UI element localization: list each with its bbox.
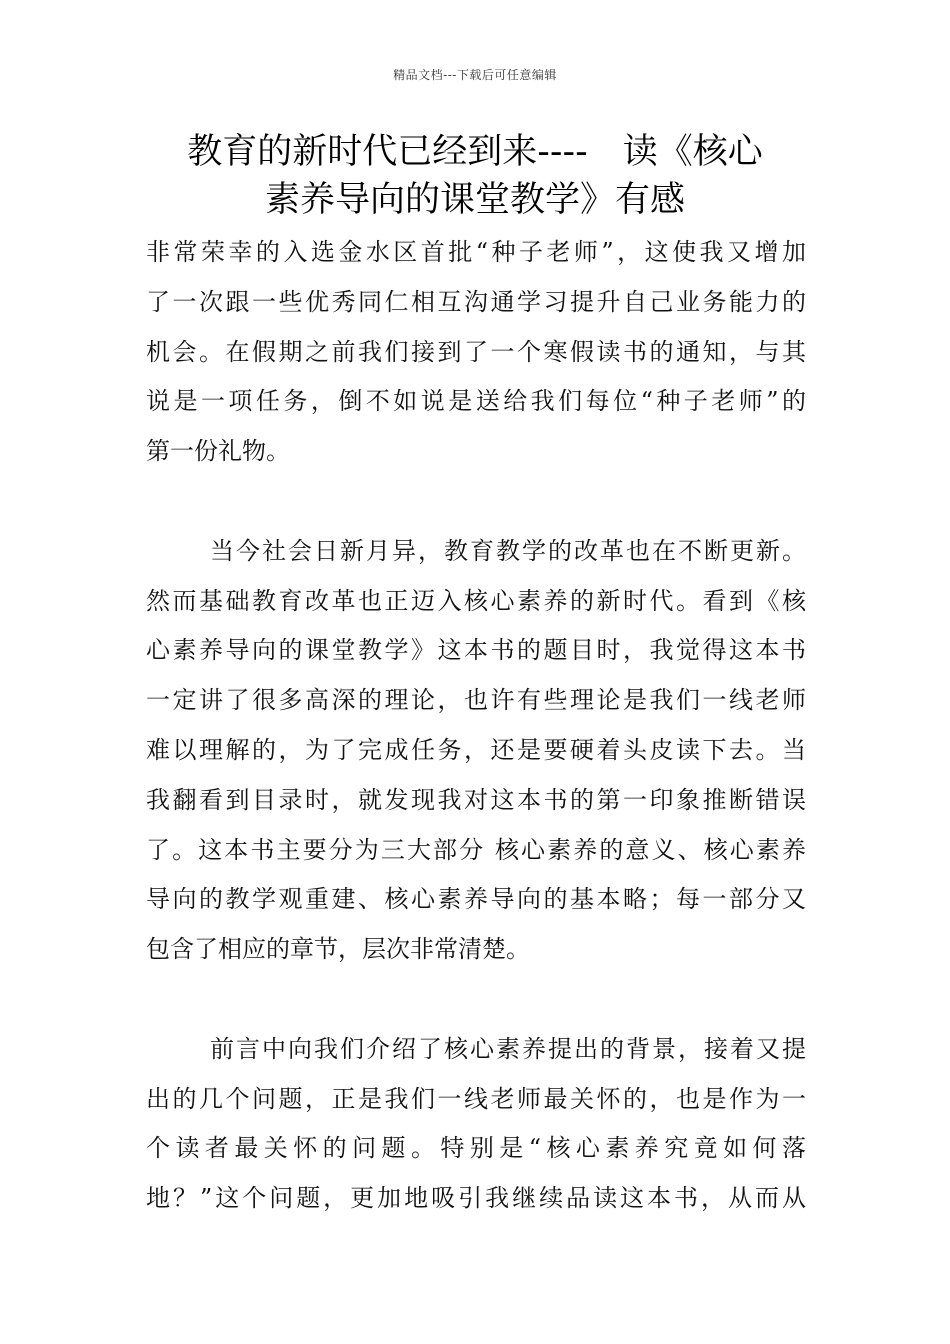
paragraph-line: 当今社会日新月异，教育教学的改革也在不断更新。	[210, 536, 806, 565]
paragraph-line: 地？”这个问题，更加地吸引我继续品读这本书，从而从	[146, 1184, 806, 1213]
paragraph-line: 了。这本书主要分为三大部分 核心素养的意义、核心素养	[146, 835, 806, 864]
paragraph-gap	[146, 477, 806, 527]
paragraph-line: 难以理解的，为了完成任务，还是要硬着头皮读下去。当	[146, 735, 806, 764]
document-body	[146, 228, 806, 1224]
paragraph-line: 非常荣幸的入选金水区首批“种子老师”，这使我又增加	[146, 238, 806, 266]
title-line-1: 教育的新时代已经到来---- 读《核心	[187, 132, 763, 172]
paragraph-line: 个读者最关怀的问题。特别是“核心素养究竟如何落	[146, 1134, 806, 1163]
header-note: 精品文档---下载后可任意编辑	[393, 68, 557, 82]
paragraph-line: 我翻看到目录时，就发现我对这本书的第一印象推断错误	[146, 785, 806, 814]
document-title	[140, 128, 810, 224]
paragraph-2	[146, 527, 806, 975]
paragraph-line: 出的几个问题，正是我们一线老师最关怀的，也是作为一	[146, 1084, 806, 1113]
paragraph-line: 机会。在假期之前我们接到了一个寒假读书的通知，与其	[146, 337, 806, 366]
paragraph-line: 包含了相应的章节，层次非常清楚。	[146, 935, 530, 964]
paragraph-3	[146, 1025, 806, 1224]
title-line-2: 素养导向的课堂教学》有感	[264, 180, 685, 220]
paragraph-gap	[146, 975, 806, 1025]
paragraph-line: 一定讲了很多高深的理论，也许有些理论是我们一线老师	[146, 686, 806, 715]
paragraph-line: 前言中向我们介绍了核心素养提出的背景，接着又提	[210, 1034, 806, 1063]
paragraph-1	[146, 228, 806, 477]
paragraph-line: 然而基础教育改革也正迈入核心素养的新时代。看到《核	[146, 586, 806, 615]
paragraph-line: 导向的教学观重建、核心素养导向的基本略；每一部分又	[146, 885, 806, 914]
paragraph-line: 说是一项任务，倒不如说是送给我们每位“种子老师”的	[146, 387, 806, 416]
paragraph-line: 心素养导向的课堂教学》这本书的题目时，我觉得这本书	[146, 636, 806, 665]
paragraph-line: 了一次跟一些优秀同仁相互沟通学习提升自己业务能力的	[146, 287, 806, 316]
paragraph-line: 第一份礼物。	[146, 437, 290, 466]
